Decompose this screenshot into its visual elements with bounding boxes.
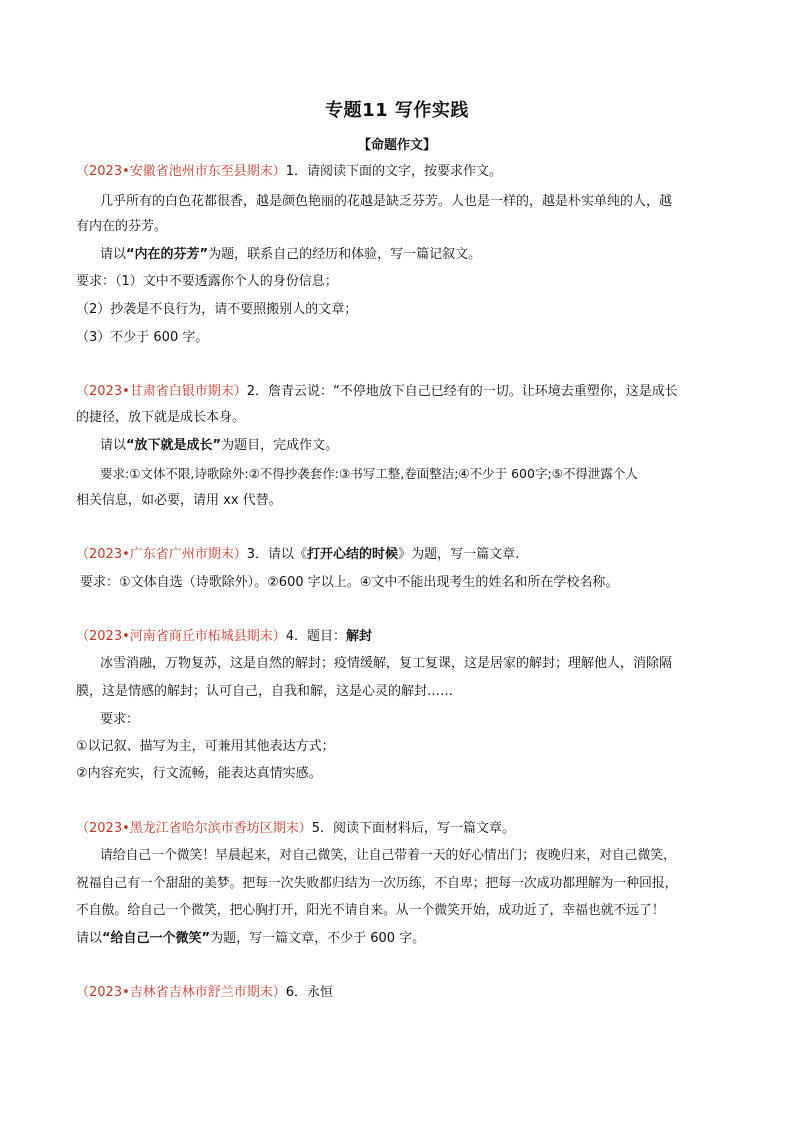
question-1-requirement: （3）不少于 600 字。	[76, 330, 209, 345]
question-2-stem-line: 的捷径，放下就是成长本身。	[76, 410, 246, 425]
question-4-header	[76, 628, 372, 646]
question-5-paragraph-line: 祝福自己有一个甜甜的美梦。把每一次失败都归结为一次历练，不自卑；把每一次成功都理解为一种回报，	[76, 876, 678, 891]
essay-topic: “放下就是成长”	[126, 438, 222, 453]
question-4-paragraph-line: 冰雪消融，万物复苏，这是自然的解封；疫情缓解，复工复课，这是居家的解封；理解他人，消除隔	[100, 656, 673, 671]
section-heading: 【命题作文】	[357, 138, 436, 153]
prompt-text: 请以	[100, 247, 127, 262]
prompt-text: 请以	[100, 438, 127, 453]
question-1-stem: 1．请阅读下面的文字，按要求作文。	[285, 164, 503, 179]
question-3-stem: 3．请以《	[246, 547, 308, 562]
question-2-stem: 2．詹青云说：“不停地放下自己已经有的一切。让环境去重塑你，这是成长	[246, 384, 678, 399]
question-5-stem: 5．阅读下面材料后，写一篇文章。	[311, 821, 516, 836]
question-2-requirement: 相关信息，如必要，请用 xx 代替。	[76, 493, 282, 508]
question-4-stem: 4．题目：	[285, 629, 347, 644]
page-title: 专题11 写作实践	[325, 100, 469, 121]
question-4-requirement: ①以记叙、描写为主，可兼用其他表达方式；	[76, 739, 335, 754]
question-1-requirement: （2）抄袭是不良行为，请不要照搬别人的文章；	[76, 302, 358, 317]
question-1-prompt	[100, 246, 481, 264]
question-1-paragraph-line: 几乎所有的白色花都很香，越是颜色艳丽的花越是缺乏芬芳。人也是一样的，越是朴实单纯的人，越	[100, 194, 673, 209]
essay-topic: “内在的芬芳”	[126, 247, 209, 262]
question-5-paragraph-line: 不自傲。给自己一个微笑，把心胸打开，阳光不请自来。从一个微笑开始，成功近了，幸福也就不远了！	[76, 903, 665, 918]
question-4-source: （2023•河南省商丘市柘城县期末）	[76, 629, 286, 644]
essay-topic: 解封	[346, 629, 373, 644]
question-5-prompt	[76, 930, 425, 948]
question-5-header	[76, 820, 515, 838]
question-6-source: （2023•吉林省吉林市舒兰市期末）	[76, 985, 286, 1000]
prompt-text: 为题目，完成作文。	[221, 438, 339, 453]
question-2-source: （2023•甘肃省白银市期末）	[76, 384, 247, 399]
question-4-requirement: ②内容充实，行文流畅，能表达真情实感。	[76, 766, 322, 781]
question-3-stem: 》为题，写一篇文章.	[398, 547, 520, 562]
question-1-source: （2023•安徽省池州市东至县期末）	[76, 164, 286, 179]
question-1-paragraph-line: 有内在的芬芳。	[76, 219, 168, 234]
question-3-source: （2023•广东省广州市期末）	[76, 547, 247, 562]
essay-topic: 打开心结的时候	[307, 547, 399, 562]
question-6-stem: 6．永恒	[285, 985, 334, 1000]
essay-topic: “给自己一个微笑”	[102, 931, 211, 946]
prompt-text: 为题，联系自己的经历和体验，写一篇记叙文。	[208, 247, 482, 262]
question-1-requirement: 要求：（1）文中不要透露你个人的身份信息；	[76, 274, 338, 289]
question-4-paragraph-line: 膜，这是情感的解封；认可自己，自我和解，这是心灵的解封……	[76, 684, 454, 699]
prompt-text: 请以	[76, 931, 103, 946]
question-5-paragraph-line: 请给自己一个微笑！早晨起来，对自己微笑，让自己带着一天的好心情出门；夜晚归来，对自己微笑，	[100, 848, 676, 863]
question-2-requirement: 要求:①文体不限,诗歌除外:②不得抄袭套作:③书写工整,卷面整洁;④不少于 600字;⑤不得泄露个人	[100, 466, 638, 481]
question-5-source: （2023•黑龙江省哈尔滨市香坊区期末）	[76, 821, 312, 836]
question-3-header	[76, 546, 519, 564]
question-2-prompt	[100, 437, 338, 455]
question-3-requirement: 要求：①文体自选（诗歌除外）。②600 字以上。④文中不能出现考生的姓名和所在学校名称。	[80, 575, 619, 590]
prompt-text: 为题，写一篇文章，不少于 600 字。	[210, 931, 426, 946]
question-4-requirement-label: 要求：	[100, 712, 140, 727]
question-2-header	[76, 383, 678, 401]
question-1-header	[76, 163, 502, 181]
question-6-header	[76, 984, 333, 1002]
